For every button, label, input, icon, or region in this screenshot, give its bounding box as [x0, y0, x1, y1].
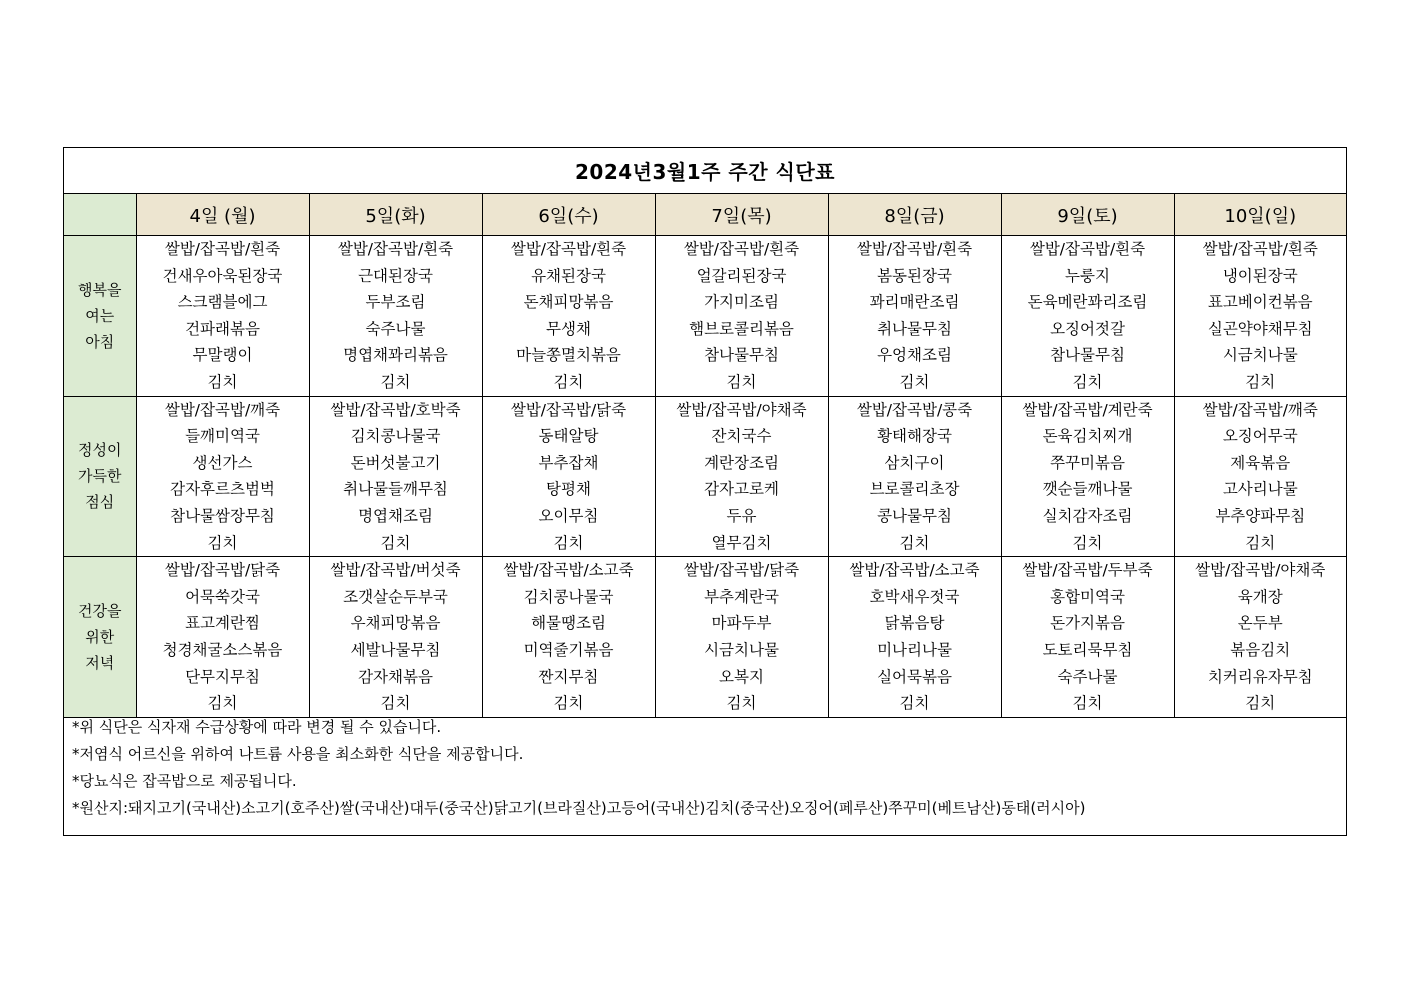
dish-item: 닭볶음탕 — [884, 614, 945, 633]
dish-item: 명엽채조림 — [358, 506, 433, 525]
dish-item: 쌀밥/잡곡밥/흰죽 — [1202, 240, 1318, 258]
day-meal-cell — [828, 236, 1001, 397]
day-meal-cell — [655, 236, 828, 397]
dish-item: 김치 — [1072, 694, 1103, 713]
day-header: 10일(일) — [1174, 194, 1346, 236]
dish-item: 짠지무침 — [538, 667, 599, 686]
dish-item: 생선가스 — [192, 453, 253, 472]
day-header: 9일(토) — [1001, 194, 1174, 236]
dish-item: 치커리유자무침 — [1207, 667, 1313, 686]
dish-item: 고사리나물 — [1222, 480, 1298, 499]
dish-item: 쌀밥/잡곡밥/흰죽 — [510, 240, 627, 258]
meal-label-line: 정성이 — [78, 441, 122, 460]
dish-item: 볶음김치 — [1230, 640, 1291, 659]
notes-section — [72, 714, 1086, 822]
day-header-row — [64, 194, 1346, 236]
dish-item: 동태알탕 — [538, 427, 599, 446]
dish-item: 단무지무침 — [185, 667, 260, 686]
day-meal-cell — [309, 557, 482, 718]
dish-item: 실어묵볶음 — [877, 667, 952, 686]
day-meal-cell — [828, 396, 1001, 557]
dish-item: 김치 — [726, 372, 757, 391]
dish-item: 김치 — [899, 694, 930, 713]
dish-item: 표고계란찜 — [185, 614, 260, 633]
dish-item: 김치 — [1245, 694, 1276, 713]
dish-item: 시금치나물 — [1222, 346, 1298, 365]
dish-item: 김치 — [553, 533, 584, 552]
dish-item: 들깨미역국 — [185, 427, 260, 446]
dish-item: 돈가지볶음 — [1050, 614, 1125, 633]
day-meal-cell — [1174, 396, 1346, 557]
dish-item: 마파두부 — [711, 614, 772, 633]
dish-item: 취나물무침 — [877, 319, 952, 338]
dish-item: 쌀밥/잡곡밥/흰죽 — [683, 240, 800, 258]
dish-item: 콩나물무침 — [877, 506, 952, 525]
dish-item: 해물땡조림 — [531, 614, 606, 633]
dish-item: 쌀밥/잡곡밥/흰죽 — [164, 240, 281, 258]
dish-item: 미나리나물 — [877, 640, 952, 659]
dish-item: 김치콩나물국 — [350, 427, 441, 446]
dish-item: 제육볶음 — [1230, 453, 1291, 472]
day-meal-cell — [136, 557, 309, 718]
dish-item: 김치 — [207, 372, 238, 391]
meal-label-line: 저녁 — [85, 653, 115, 672]
dish-item: 햄브로콜리볶음 — [689, 319, 794, 338]
dish-item: 감자채볶음 — [358, 667, 433, 686]
day-meal-cell — [655, 557, 828, 718]
dish-item: 쌀밥/잡곡밥/두부죽 — [1022, 561, 1153, 580]
day-header: 5일(화) — [309, 194, 482, 236]
dish-item: 조갯살순두부국 — [343, 587, 448, 606]
dish-item: 유채된장국 — [531, 266, 606, 285]
dish-item: 숙주나물 — [1057, 667, 1118, 686]
dish-item: 우엉채조림 — [877, 346, 952, 365]
note-line: *원산지:돼지고기(국내산)소고기(호주산)쌀(국내산)대두(중국산)닭고기(브라질산)고등어(국내산)김치(중국산)오징어(페루산)쭈꾸미(베트남산)동태(러시아) — [72, 799, 1086, 817]
dish-item: 스크램블에그 — [177, 293, 268, 312]
day-meal-cell — [482, 557, 655, 718]
dish-item: 온두부 — [1237, 614, 1283, 633]
meal-label-line: 아침 — [85, 332, 115, 351]
dish-item: 쌀밥/잡곡밥/흰죽 — [856, 240, 973, 258]
day-meal-cell — [309, 396, 482, 557]
dish-item: 무말랭이 — [192, 346, 253, 365]
dish-item: 두유 — [726, 506, 757, 525]
dish-item: 마늘쫑멸치볶음 — [516, 346, 621, 365]
dish-item: 취나물들깨무침 — [343, 480, 448, 499]
day-meal-cell — [482, 396, 655, 557]
dish-item: 김치 — [553, 372, 584, 391]
dish-item: 김치 — [553, 694, 584, 713]
dish-item: 쌀밥/잡곡밥/깨죽 — [164, 400, 281, 419]
dish-item: 쭈꾸미볶음 — [1050, 453, 1125, 472]
dish-item: 깻순들깨나물 — [1042, 480, 1133, 499]
dish-item: 미역줄기볶음 — [523, 640, 614, 659]
dish-item: 오징어젓갈 — [1050, 319, 1125, 338]
dish-item: 실치감자조림 — [1042, 506, 1133, 525]
dish-item: 부추계란국 — [704, 587, 779, 606]
dish-item: 두부조림 — [365, 293, 426, 312]
dish-item: 참나물쌈장무침 — [170, 506, 275, 525]
day-header: 7일(목) — [655, 194, 828, 236]
dish-item: 잔치국수 — [711, 427, 772, 446]
dish-item: 육개장 — [1237, 587, 1283, 606]
dish-item: 참나물무침 — [704, 346, 779, 365]
note-line: *당뇨식은 잡곡밥으로 제공됩니다. — [72, 772, 297, 790]
dish-item: 쌀밥/잡곡밥/깨죽 — [1202, 400, 1318, 419]
dish-item: 명엽채꽈리볶음 — [343, 346, 448, 365]
meal-label-line: 건강을 — [78, 601, 122, 620]
dish-item: 쌀밥/잡곡밥/호박죽 — [330, 400, 461, 419]
dish-item: 부추양파무침 — [1215, 506, 1306, 525]
dish-item: 탕평채 — [546, 480, 591, 499]
dish-item: 쌀밥/잡곡밥/소고죽 — [849, 561, 980, 580]
dish-item: 삼치구이 — [884, 453, 945, 472]
dish-item: 우채피망볶음 — [350, 614, 441, 633]
day-header: 6일(수) — [482, 194, 655, 236]
dish-item: 쌀밥/잡곡밥/야채죽 — [1195, 561, 1326, 580]
meal-row — [64, 557, 1346, 718]
day-header: 4일 (월) — [136, 194, 309, 236]
day-meal-cell — [655, 396, 828, 557]
meal-label-line: 점심 — [85, 493, 115, 512]
dish-item: 쌀밥/잡곡밥/야채죽 — [676, 400, 807, 419]
meal-label-line: 위한 — [85, 627, 115, 646]
day-meal-cell — [136, 396, 309, 557]
dish-item: 쌀밥/잡곡밥/닭죽 — [164, 561, 281, 580]
dish-item: 브로콜리초장 — [869, 480, 960, 499]
dish-item: 김치 — [1245, 533, 1276, 552]
day-meal-cell — [1174, 557, 1346, 718]
dish-item: 무생채 — [546, 319, 591, 338]
dish-item: 건파래볶음 — [185, 319, 260, 338]
meal-label — [64, 236, 136, 397]
note-line: *위 식단은 식자재 수급상황에 따라 변경 될 수 있습니다. — [72, 718, 442, 736]
note-line: *저염식 어르신을 위하여 나트륨 사용을 최소화한 식단을 제공합니다. — [72, 745, 524, 763]
dish-item: 김치 — [1072, 372, 1103, 391]
meal-label-line: 행복을 — [78, 280, 122, 299]
dish-item: 감자고로케 — [704, 480, 779, 499]
dish-item: 돈버섯불고기 — [350, 453, 441, 472]
dish-item: 황태해장국 — [877, 427, 952, 446]
dish-item: 청경채굴소스볶음 — [162, 640, 283, 659]
dish-item: 건새우아욱된장국 — [162, 266, 283, 285]
meal-label-line: 여는 — [85, 306, 115, 325]
dish-item: 김치 — [899, 533, 930, 552]
day-meal-cell — [828, 557, 1001, 718]
dish-item: 실곤약야채무침 — [1207, 319, 1313, 338]
dish-item: 김치 — [207, 533, 238, 552]
dish-item: 쌀밥/잡곡밥/흰죽 — [337, 240, 454, 258]
dish-item: 표고베이컨볶음 — [1207, 293, 1313, 312]
dish-item: 꽈리매란조림 — [869, 293, 960, 312]
day-meal-cell — [1001, 557, 1174, 718]
day-meal-cell — [309, 236, 482, 397]
meal-label — [64, 396, 136, 557]
dish-item: 김치 — [1245, 372, 1276, 391]
dish-item: 돈육메란꽈리조림 — [1027, 293, 1148, 312]
dish-item: 오이무침 — [538, 506, 599, 525]
dish-item: 계란장조림 — [704, 453, 779, 472]
meal-row — [64, 236, 1346, 397]
dish-item: 감자후르츠범벅 — [170, 480, 275, 499]
dish-item: 쌀밥/잡곡밥/소고죽 — [503, 561, 634, 580]
dish-item: 쌀밥/잡곡밥/닭죽 — [683, 561, 800, 580]
weekly-menu-table — [64, 194, 1346, 718]
dish-item: 오징어무국 — [1222, 427, 1298, 446]
day-meal-cell — [482, 236, 655, 397]
menu-sheet — [63, 147, 1347, 836]
dish-item: 도토리묵무침 — [1042, 640, 1133, 659]
day-meal-cell — [136, 236, 309, 397]
dish-item: 어묵쑥갓국 — [185, 587, 260, 606]
dish-item: 김치 — [726, 694, 757, 713]
dish-item: 김치 — [380, 533, 411, 552]
day-meal-cell — [1001, 396, 1174, 557]
dish-item: 호박새우젓국 — [869, 587, 960, 606]
day-meal-cell — [1001, 236, 1174, 397]
corner-cell — [64, 194, 136, 236]
dish-item: 김치 — [899, 372, 930, 391]
dish-item: 누룽지 — [1065, 266, 1110, 285]
dish-item: 오복지 — [719, 667, 764, 686]
dish-item: 쌀밥/잡곡밥/계란죽 — [1022, 400, 1153, 419]
dish-item: 김치 — [380, 694, 411, 713]
dish-item: 시금치나물 — [704, 640, 779, 659]
dish-item: 홍합미역국 — [1050, 587, 1125, 606]
dish-item: 돈육김치찌개 — [1042, 427, 1133, 446]
day-meal-cell — [1174, 236, 1346, 397]
dish-item: 냉이된장국 — [1222, 266, 1298, 285]
dish-item: 근대된장국 — [358, 266, 433, 285]
dish-item: 쌀밥/잡곡밥/닭죽 — [510, 400, 627, 419]
dish-item: 김치 — [207, 694, 238, 713]
dish-item: 봄동된장국 — [877, 266, 952, 285]
dish-item: 가지미조림 — [704, 293, 779, 312]
dish-item: 쌀밥/잡곡밥/콩죽 — [856, 400, 973, 419]
dish-item: 세발나물무침 — [350, 640, 441, 659]
dish-item: 얼갈리된장국 — [696, 266, 787, 285]
dish-item: 김치콩나물국 — [523, 587, 614, 606]
dish-item: 부추잡채 — [538, 453, 599, 472]
dish-item: 김치 — [1072, 533, 1103, 552]
dish-item: 쌀밥/잡곡밥/버섯죽 — [330, 561, 461, 580]
dish-item: 참나물무침 — [1050, 346, 1125, 365]
dish-item: 김치 — [380, 372, 411, 391]
meal-label — [64, 557, 136, 718]
dish-item: 돈채피망볶음 — [523, 293, 614, 312]
meal-row — [64, 396, 1346, 557]
dish-item: 쌀밥/잡곡밥/흰죽 — [1029, 240, 1146, 258]
meal-label-line: 가득한 — [78, 467, 122, 486]
dish-item: 숙주나물 — [365, 319, 426, 338]
page-title: 2024년3월1주 주간 식단표 — [64, 148, 1346, 194]
dish-item: 열무김치 — [711, 533, 772, 552]
day-header: 8일(금) — [828, 194, 1001, 236]
